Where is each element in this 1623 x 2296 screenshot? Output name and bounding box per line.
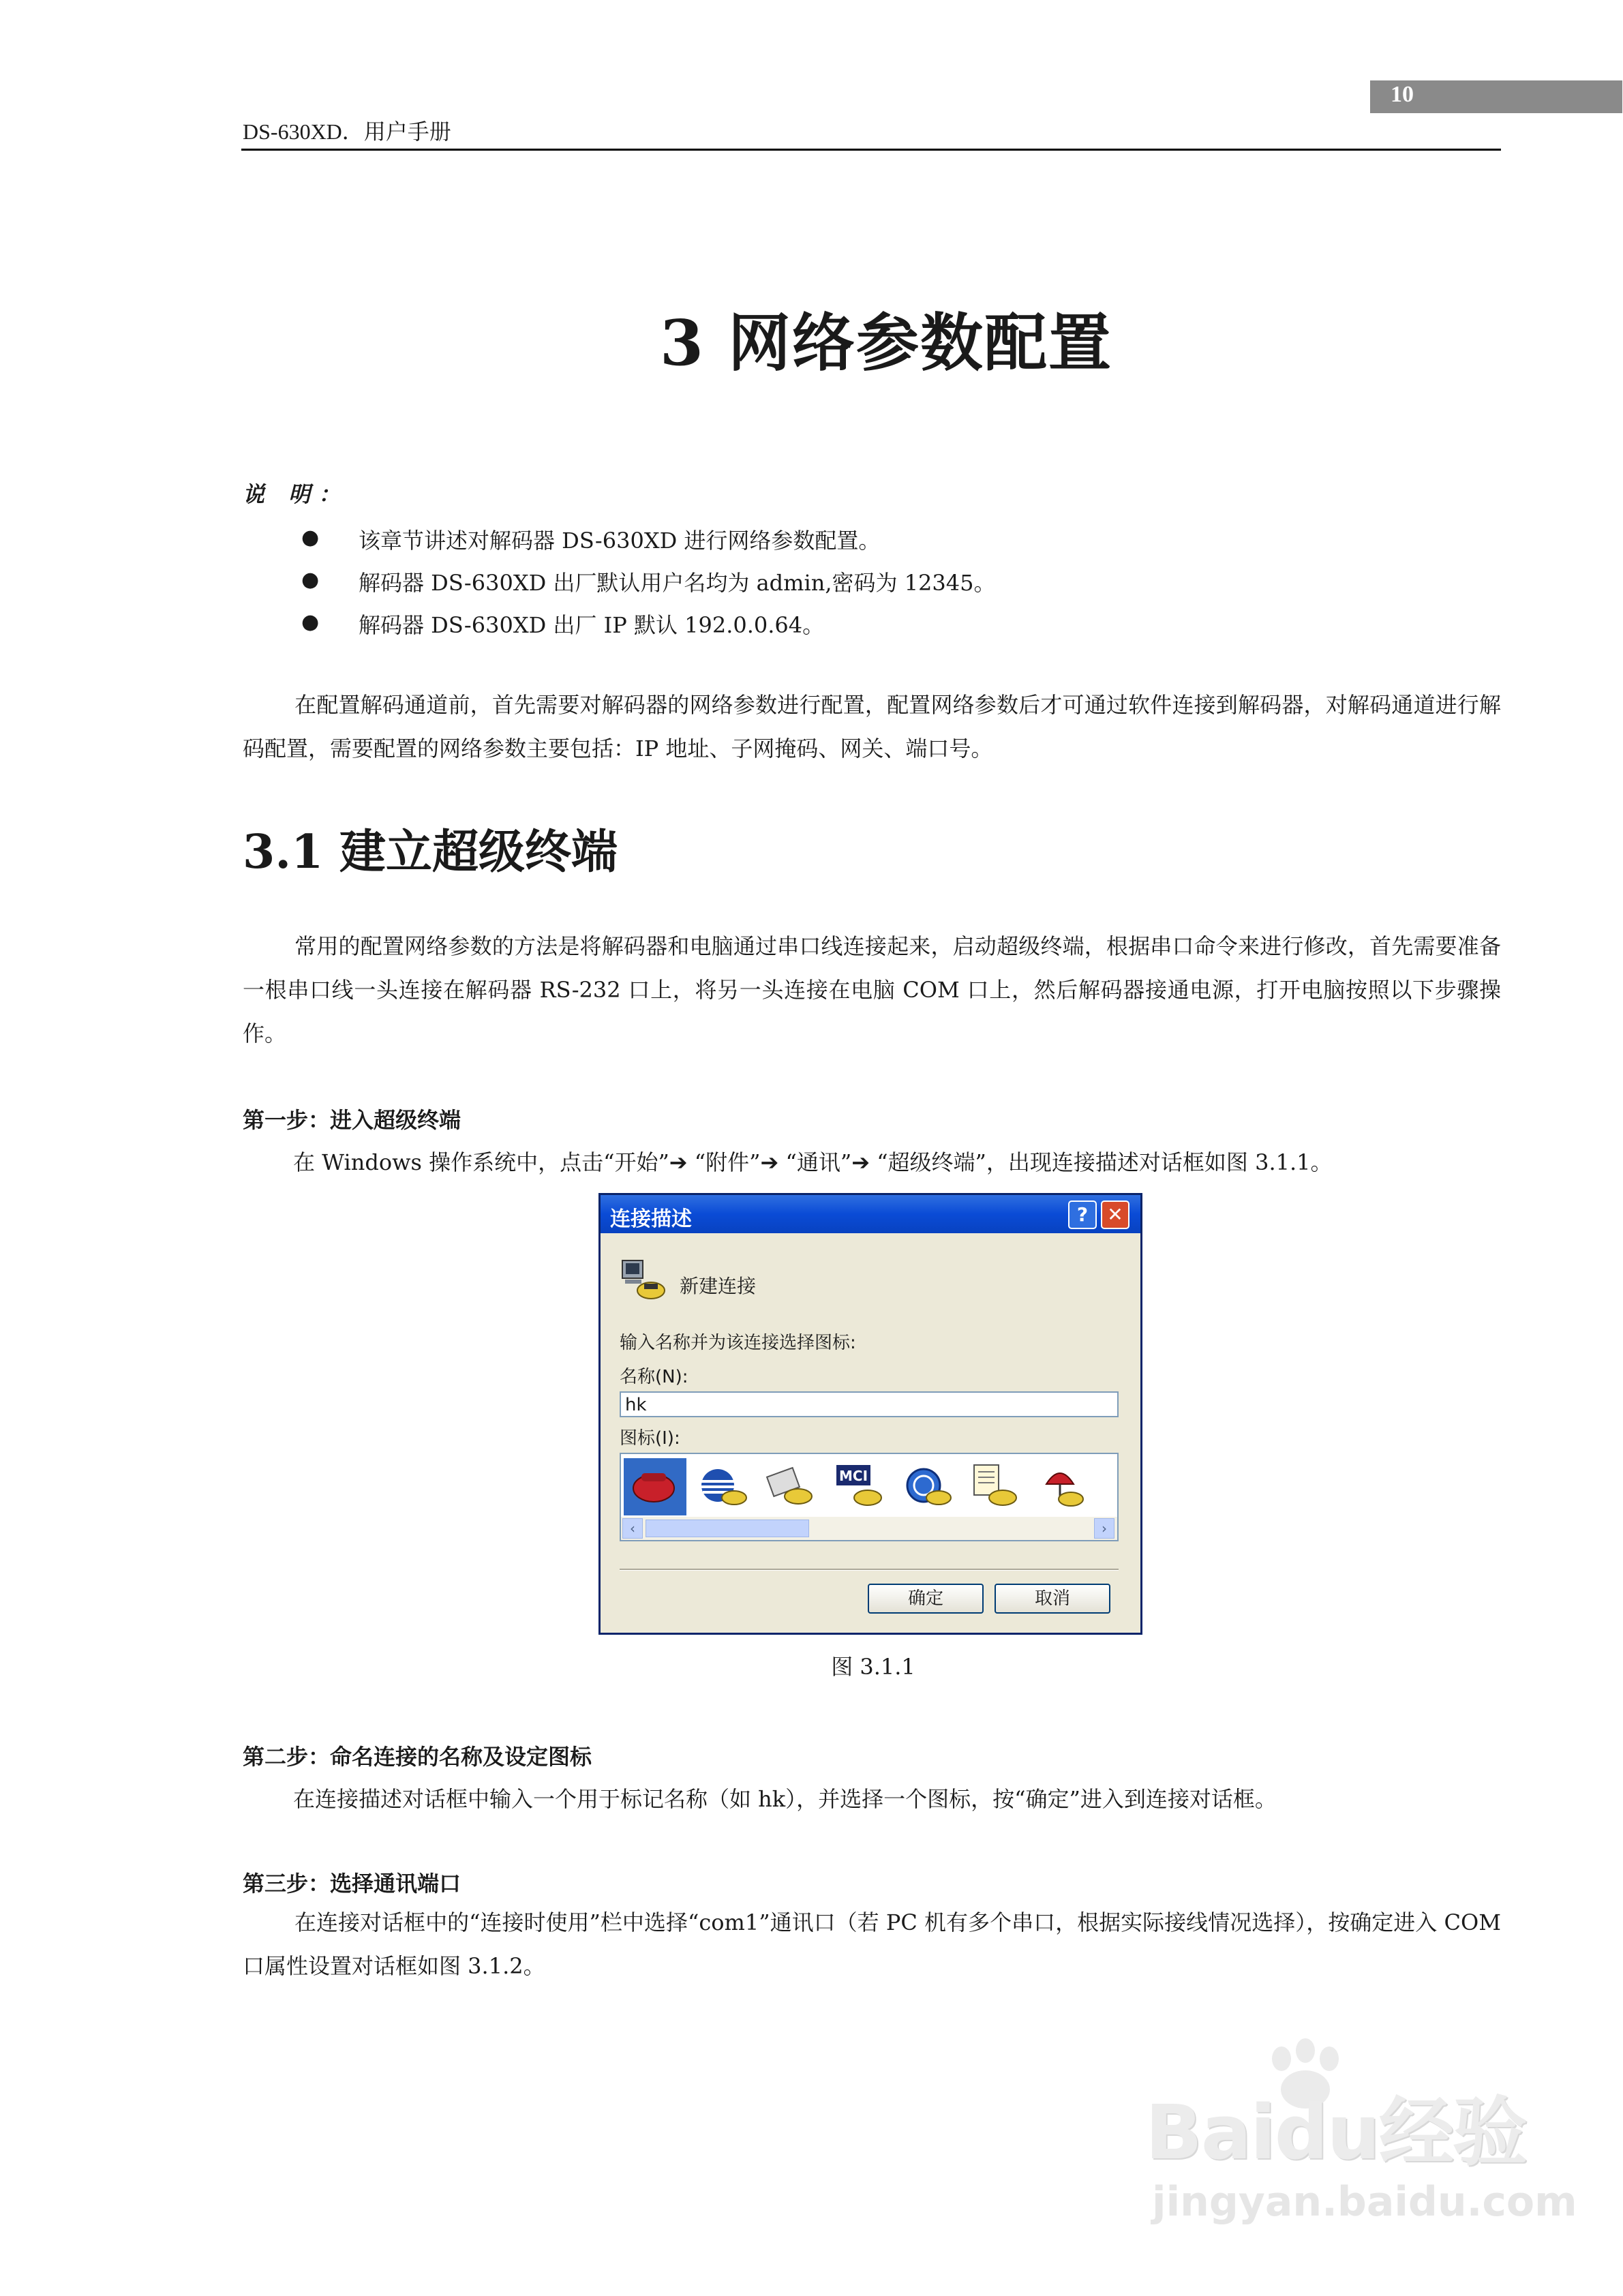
step-1-title: 第一步：进入超级终端 [243, 1107, 461, 1133]
note-label: 说 明： [243, 481, 349, 507]
step-3-paragraph [243, 1901, 1501, 1988]
cancel-button[interactable]: 取消 [995, 1584, 1110, 1614]
umbrella-icon[interactable] [1033, 1458, 1114, 1515]
note-bullet-1: 该章节讲述对解码器 DS-630XD 进行网络参数配置。 [359, 528, 881, 554]
section-paragraph [243, 924, 1501, 1055]
horizontal-scrollbar[interactable] [621, 1517, 1117, 1540]
icon-list[interactable] [620, 1453, 1119, 1541]
baidu-watermark-url: jingyan.baidu.com [1152, 2178, 1577, 2226]
header-rule [241, 149, 1501, 151]
mci-icon[interactable] [828, 1458, 891, 1515]
connection-label: 新建连接 [680, 1275, 757, 1297]
name-label: 名称(N): [620, 1367, 688, 1387]
ok-button[interactable]: 确定 [868, 1584, 984, 1614]
fax-icon[interactable] [760, 1458, 823, 1515]
name-input[interactable]: hk [620, 1391, 1119, 1417]
bullet-dot-icon: ● [301, 526, 320, 549]
bullet-dot-icon: ● [301, 610, 320, 634]
scroll-thumb[interactable] [646, 1520, 809, 1537]
step-3-title: 第三步：选择通讯端口 [243, 1871, 461, 1897]
figure-caption: 图 3.1.1 [831, 1654, 915, 1680]
step-2-title: 第二步：命名连接的名称及设定图标 [243, 1744, 592, 1770]
new-connection-icon [620, 1256, 667, 1304]
ge-logo-icon[interactable] [896, 1458, 959, 1515]
dialog-titlebar [601, 1195, 1140, 1233]
baidu-watermark-logo: Baidu经验 [1145, 2089, 1526, 2176]
dialog-title: 连接描述 [610, 1207, 692, 1231]
help-button[interactable]: ? [1068, 1200, 1097, 1229]
note-bullet-3: 解码器 DS-630XD 出厂 IP 默认 192.0.0.64。 [359, 612, 825, 638]
chapter-title: 3 网络参数配置 [659, 306, 1113, 380]
close-button[interactable]: ✕ [1101, 1200, 1129, 1229]
svg-text:MCI: MCI [839, 1468, 868, 1484]
page-number: 10 [1391, 82, 1414, 107]
prompt-label: 输入名称并为该连接选择图标: [620, 1333, 856, 1353]
document-phone-icon[interactable] [965, 1458, 1027, 1515]
running-header: DS-630XD．用户手册 [243, 119, 451, 144]
scroll-left-icon[interactable]: ‹ [622, 1518, 643, 1539]
icon-label: 图标(I): [620, 1428, 680, 1449]
step-2-text: 在连接描述对话框中输入一个用于标记名称（如 hk），并选择一个图标，按“确定”进入到连接对话框。 [293, 1786, 1277, 1812]
step-1-text: 在 Windows 操作系统中，点击“开始”➔ “附件”➔ “通讯”➔ “超级终端”，出现连接描述对话框如图 3.1.1。 [293, 1149, 1333, 1175]
section-title: 3.1 建立超级终端 [243, 825, 618, 879]
note-bullet-2: 解码器 DS-630XD 出厂默认用户名均为 admin,密码为 12345。 [359, 570, 996, 596]
section-paragraph-text: 常用的配置网络参数的方法是将解码器和电脑通过串口线连接起来，启动超级终端，根据串口命令来进行修改，首先需要准备一根串口线一头连接在解码器 RS-232 口上，将另一头连接在电脑 COM 口上，然后解码器接通电源，打开电脑按照以下步骤操作。 [243, 933, 1501, 1046]
bullet-dot-icon: ● [301, 568, 320, 592]
intro-paragraph-text: 在配置解码通道前，首先需要对解码器的网络参数进行配置，配置网络参数后才可通过软件连接到解码器，对解码通道进行解码配置，需要配置的网络参数主要包括：IP 地址、子网掩码、网关、端口号。 [243, 692, 1501, 761]
intro-paragraph [243, 683, 1501, 770]
scroll-right-icon[interactable]: › [1094, 1518, 1114, 1539]
dialog-separator [620, 1569, 1119, 1571]
step-3-text: 在连接对话框中的“连接时使用”栏中选择“com1”通讯口（若 PC 机有多个串口，根据实际接线情况选择），按确定进入 COM 口属性设置对话框如图 3.1.2。 [243, 1909, 1501, 1979]
globe-icon[interactable] [692, 1458, 755, 1515]
red-phone-icon[interactable] [624, 1458, 686, 1515]
connection-description-dialog [598, 1193, 1142, 1635]
